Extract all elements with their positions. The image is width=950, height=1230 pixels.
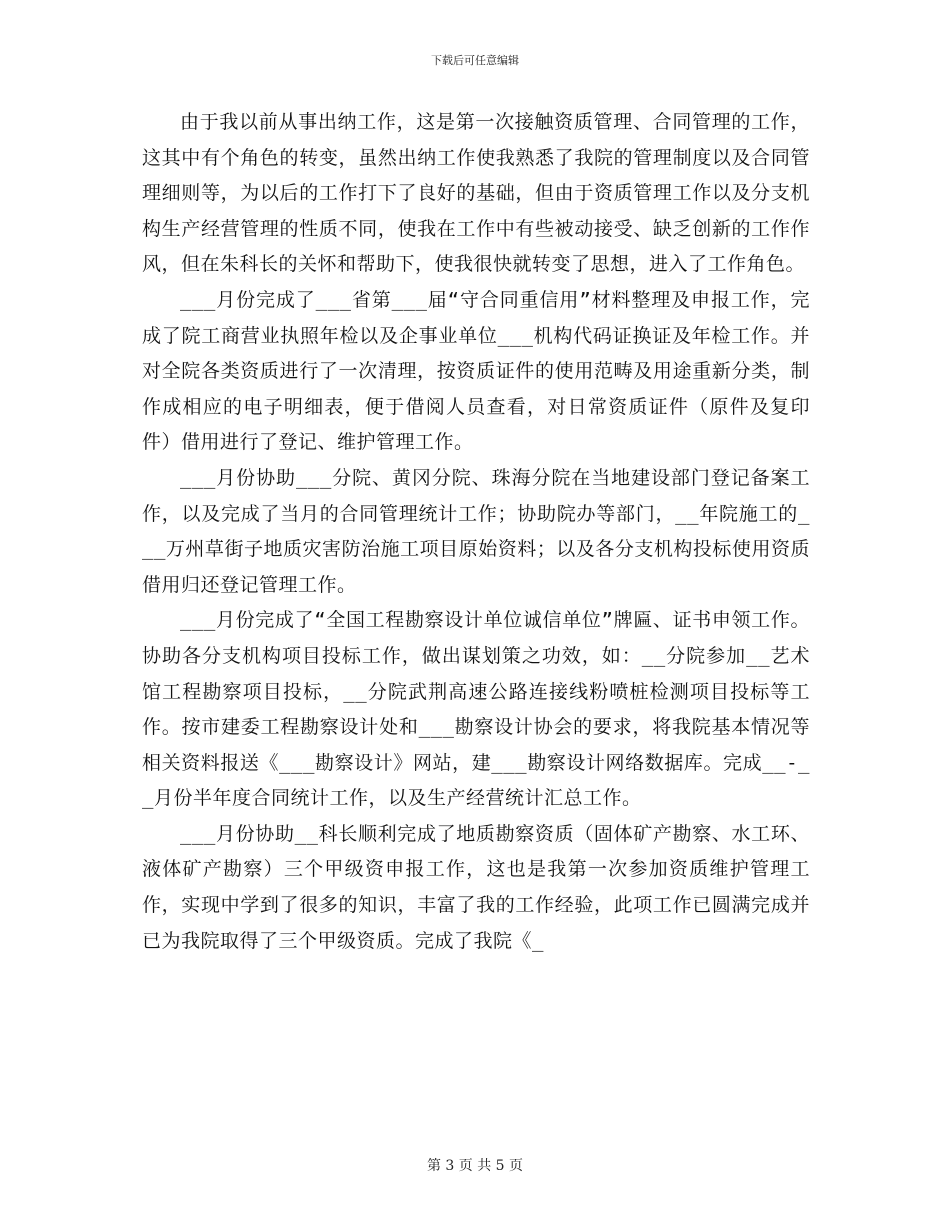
paragraph-5: ___月份协助__科长顺利完成了地质勘察资质（固体矿产勘察、水工环、液体矿产勘察）三个甲级资申报工作，这也是我第一次参加资质维护管理工作，实现中学到了很多的知识，丰富了我的工作经验，此项工作已圆满完成并已为我院取得了三个甲级资质。完成了我院《_	[142, 822, 810, 952]
paragraph-4: ___月份完成了“全国工程勘察设计单位诚信单位”牌匾、证书申领工作。协助各分支机构项目投标工作，做出谋划策之功效，如：__分院参加__艺术馆工程勘察项目投标，__分院武荆高速公路连接线粉喷桩检测项目投标等工作。按市建委工程勘察设计处和___勘察设计协会的要求，将我院基本情况等相关资料报送《___勘察设计》网站，建___勘察设计网络数据库。完成__-__月份半年度合同统计工作，以及生产经营统计汇总工作。	[142, 609, 810, 810]
document-body	[142, 105, 810, 959]
paragraph-3: ___月份协助___分院、黄冈分院、珠海分院在当地建设部门登记备案工作，以及完成了当月的合同管理统计工作；协助院办等部门，__年院施工的___万州草街子地质灾害防治施工项目原始资料；以及各分支机构投标使用资质借用归还登记管理工作。	[142, 466, 810, 596]
page-footer: 第 3 页 共 5 页	[426, 1158, 524, 1174]
page-header: 下载后可任意编辑	[431, 54, 519, 67]
paragraph-1: 由于我以前从事出纳工作，这是第一次接触资质管理、合同管理的工作，这其中有个角色的转变，虽然出纳工作使我熟悉了我院的管理制度以及合同管理细则等，为以后的工作打下了良好的基础，但由于资质管理工作以及分支机构生产经营管理的性质不同，使我在工作中有些被动接受、缺乏创新的工作作风，但在朱科长的关怀和帮助下，使我很快就转变了思想，进入了工作角色。	[142, 111, 810, 276]
paragraph-2: ___月份完成了___省第___届“守合同重信用”材料整理及申报工作，完成了院工商营业执照年检以及企事业单位___机构代码证换证及年检工作。并对全院各类资质进行了一次清理，按资质证件的使用范畴及用途重新分类，制作成相应的电子明细表，便于借阅人员查看，对日常资质证件（原件及复印件）借用进行了登记、维护管理工作。	[142, 288, 810, 454]
